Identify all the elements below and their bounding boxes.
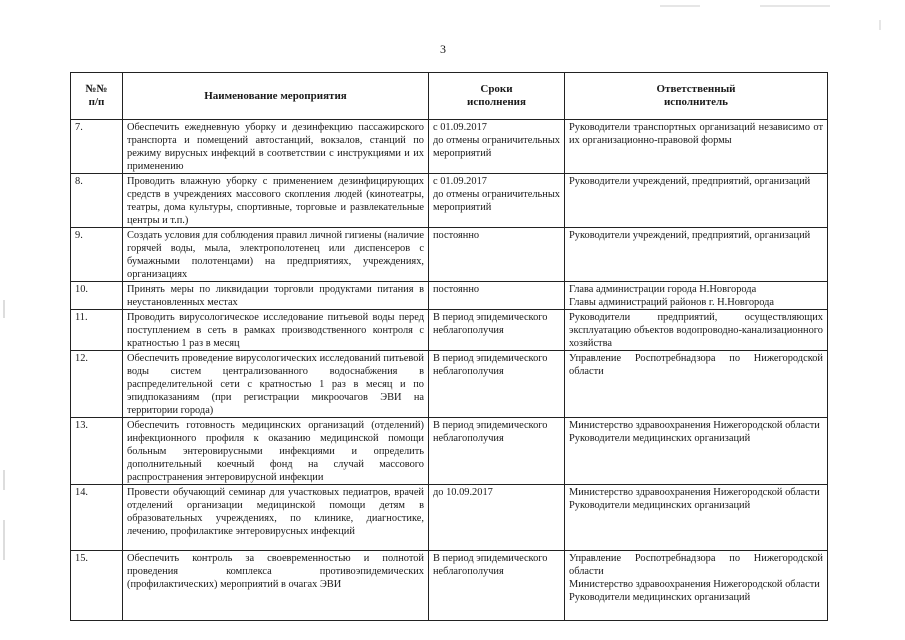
responsible-entry: Управление Роспотребнадзора по Нижегородской области bbox=[569, 553, 823, 577]
responsible-entry: Руководители медицинских организаций bbox=[569, 433, 751, 444]
deadline: до 10.09.2017 bbox=[429, 485, 565, 551]
header-number: №№ п/п bbox=[71, 73, 123, 120]
deadline: В период эпидемического неблагополучия bbox=[429, 551, 565, 621]
responsible-entry: Руководители учреждений, предприятий, организаций bbox=[569, 230, 811, 241]
table-row bbox=[71, 282, 828, 310]
responsible-entry: Министерство здравоохранения Нижегородской области bbox=[569, 579, 820, 590]
header-responsible: Ответственный исполнитель bbox=[565, 73, 828, 120]
measure-name: Принять меры по ликвидации торговли продуктами питания в неустановленных местах bbox=[123, 282, 429, 310]
deadline: В период эпидемического неблагополучия bbox=[429, 351, 565, 418]
responsible-entry: Руководители предприятий, осуществляющих эксплуатацию объектов водопроводно-канализационного хозяйства bbox=[569, 312, 823, 349]
measure-name: Проводить вирусологическое исследование питьевой воды перед поступлением в сеть в рамках производственного контроля с кратностью 1 раз в месяц bbox=[123, 310, 429, 351]
table-header-row bbox=[71, 73, 828, 120]
responsible bbox=[565, 485, 828, 551]
measure-name: Провести обучающий семинар для участковых педиатров, врачей отделений организации медицинской помощи детям в образовательных учреждениях, по клинике, диагностике, лечению, профилактике энтеровирусных инфекций bbox=[123, 485, 429, 551]
responsible bbox=[565, 418, 828, 485]
responsible-entry: Главы администраций районов г. Н.Новгорода bbox=[569, 297, 775, 308]
row-number: 11. bbox=[71, 310, 123, 351]
header-measure-name: Наименование мероприятия bbox=[123, 73, 429, 120]
deadline: постоянно bbox=[429, 282, 565, 310]
responsible-entry: Руководители медицинских организаций bbox=[569, 592, 751, 603]
table-row bbox=[71, 485, 828, 551]
row-number: 13. bbox=[71, 418, 123, 485]
responsible-entry: Министерство здравоохранения Нижегородской области bbox=[569, 487, 820, 498]
table-row bbox=[71, 418, 828, 485]
responsible bbox=[565, 174, 828, 228]
responsible bbox=[565, 120, 828, 174]
measure-name: Обеспечить проведение вирусологических исследований питьевой воды систем централизованного водоснабжения в распределительной сети с кратностью 1 раз в месяц и по эпидпоказаниям (при регистрации микроочагов ЭВИ на территории города) bbox=[123, 351, 429, 418]
row-number: 15. bbox=[71, 551, 123, 621]
measure-name: Обеспечить контроль за своевременностью и полнотой проведения комплекса противоэпидемических (профилактических) мероприятий в очагах ЭВИ bbox=[123, 551, 429, 621]
responsible-entry: Управление Роспотребнадзора по Нижегородской области bbox=[569, 353, 823, 377]
row-number: 9. bbox=[71, 228, 123, 282]
deadline: с 01.09.2017 до отмены ограничительных мероприятий bbox=[429, 120, 565, 174]
responsible-entry: Руководители учреждений, предприятий, организаций bbox=[569, 176, 811, 187]
table-row bbox=[71, 551, 828, 621]
responsible bbox=[565, 351, 828, 418]
table-row bbox=[71, 228, 828, 282]
row-number: 8. bbox=[71, 174, 123, 228]
responsible bbox=[565, 228, 828, 282]
table-row bbox=[71, 310, 828, 351]
responsible-entry: Руководители медицинских организаций bbox=[569, 500, 751, 511]
deadline: В период эпидемического неблагополучия bbox=[429, 418, 565, 485]
responsible bbox=[565, 282, 828, 310]
measure-name: Обеспечить ежедневную уборку и дезинфекцию пассажирского транспорта и помещений автостанций, вокзалов, станций по режиму вирусных инфекций в соответствии с инструкциями и их применению bbox=[123, 120, 429, 174]
row-number: 14. bbox=[71, 485, 123, 551]
header-deadline: Сроки исполнения bbox=[429, 73, 565, 120]
responsible-entry: Министерство здравоохранения Нижегородской области bbox=[569, 420, 820, 431]
measures-table bbox=[70, 72, 828, 621]
row-number: 7. bbox=[71, 120, 123, 174]
deadline: В период эпидемического неблагополучия bbox=[429, 310, 565, 351]
table-body bbox=[71, 120, 828, 621]
measure-name: Проводить влажную уборку с применением дезинфицирующих средств в учреждениях массового скопления людей (кинотеатры, театры, дома культуры, спортивные, торговые и развлекательные центры и т.п.) bbox=[123, 174, 429, 228]
measure-name: Создать условия для соблюдения правил личной гигиены (наличие горячей воды, мыла, электрополотенец или диспенсеров с бумажными полотенцами) на предприятиях, учреждениях, организациях bbox=[123, 228, 429, 282]
responsible bbox=[565, 310, 828, 351]
responsible-entry: Руководители транспортных организаций независимо от их организационно-правовой формы bbox=[569, 122, 823, 146]
row-number: 10. bbox=[71, 282, 123, 310]
deadline: с 01.09.2017 до отмены ограничительных мероприятий bbox=[429, 174, 565, 228]
table-row bbox=[71, 174, 828, 228]
measure-name: Обеспечить готовность медицинских организаций (отделений) инфекционного профиля к оказанию медицинской помощи больным энтеровирусными инфекциями и определить дополнительный коечный фонд на случай массового распространения энтеровирусной инфекции bbox=[123, 418, 429, 485]
responsible bbox=[565, 551, 828, 621]
row-number: 12. bbox=[71, 351, 123, 418]
table-row bbox=[71, 351, 828, 418]
page-number: 3 bbox=[440, 42, 446, 56]
responsible-entry: Глава администрации города Н.Новгорода bbox=[569, 284, 757, 295]
deadline: постоянно bbox=[429, 228, 565, 282]
table-row bbox=[71, 120, 828, 174]
